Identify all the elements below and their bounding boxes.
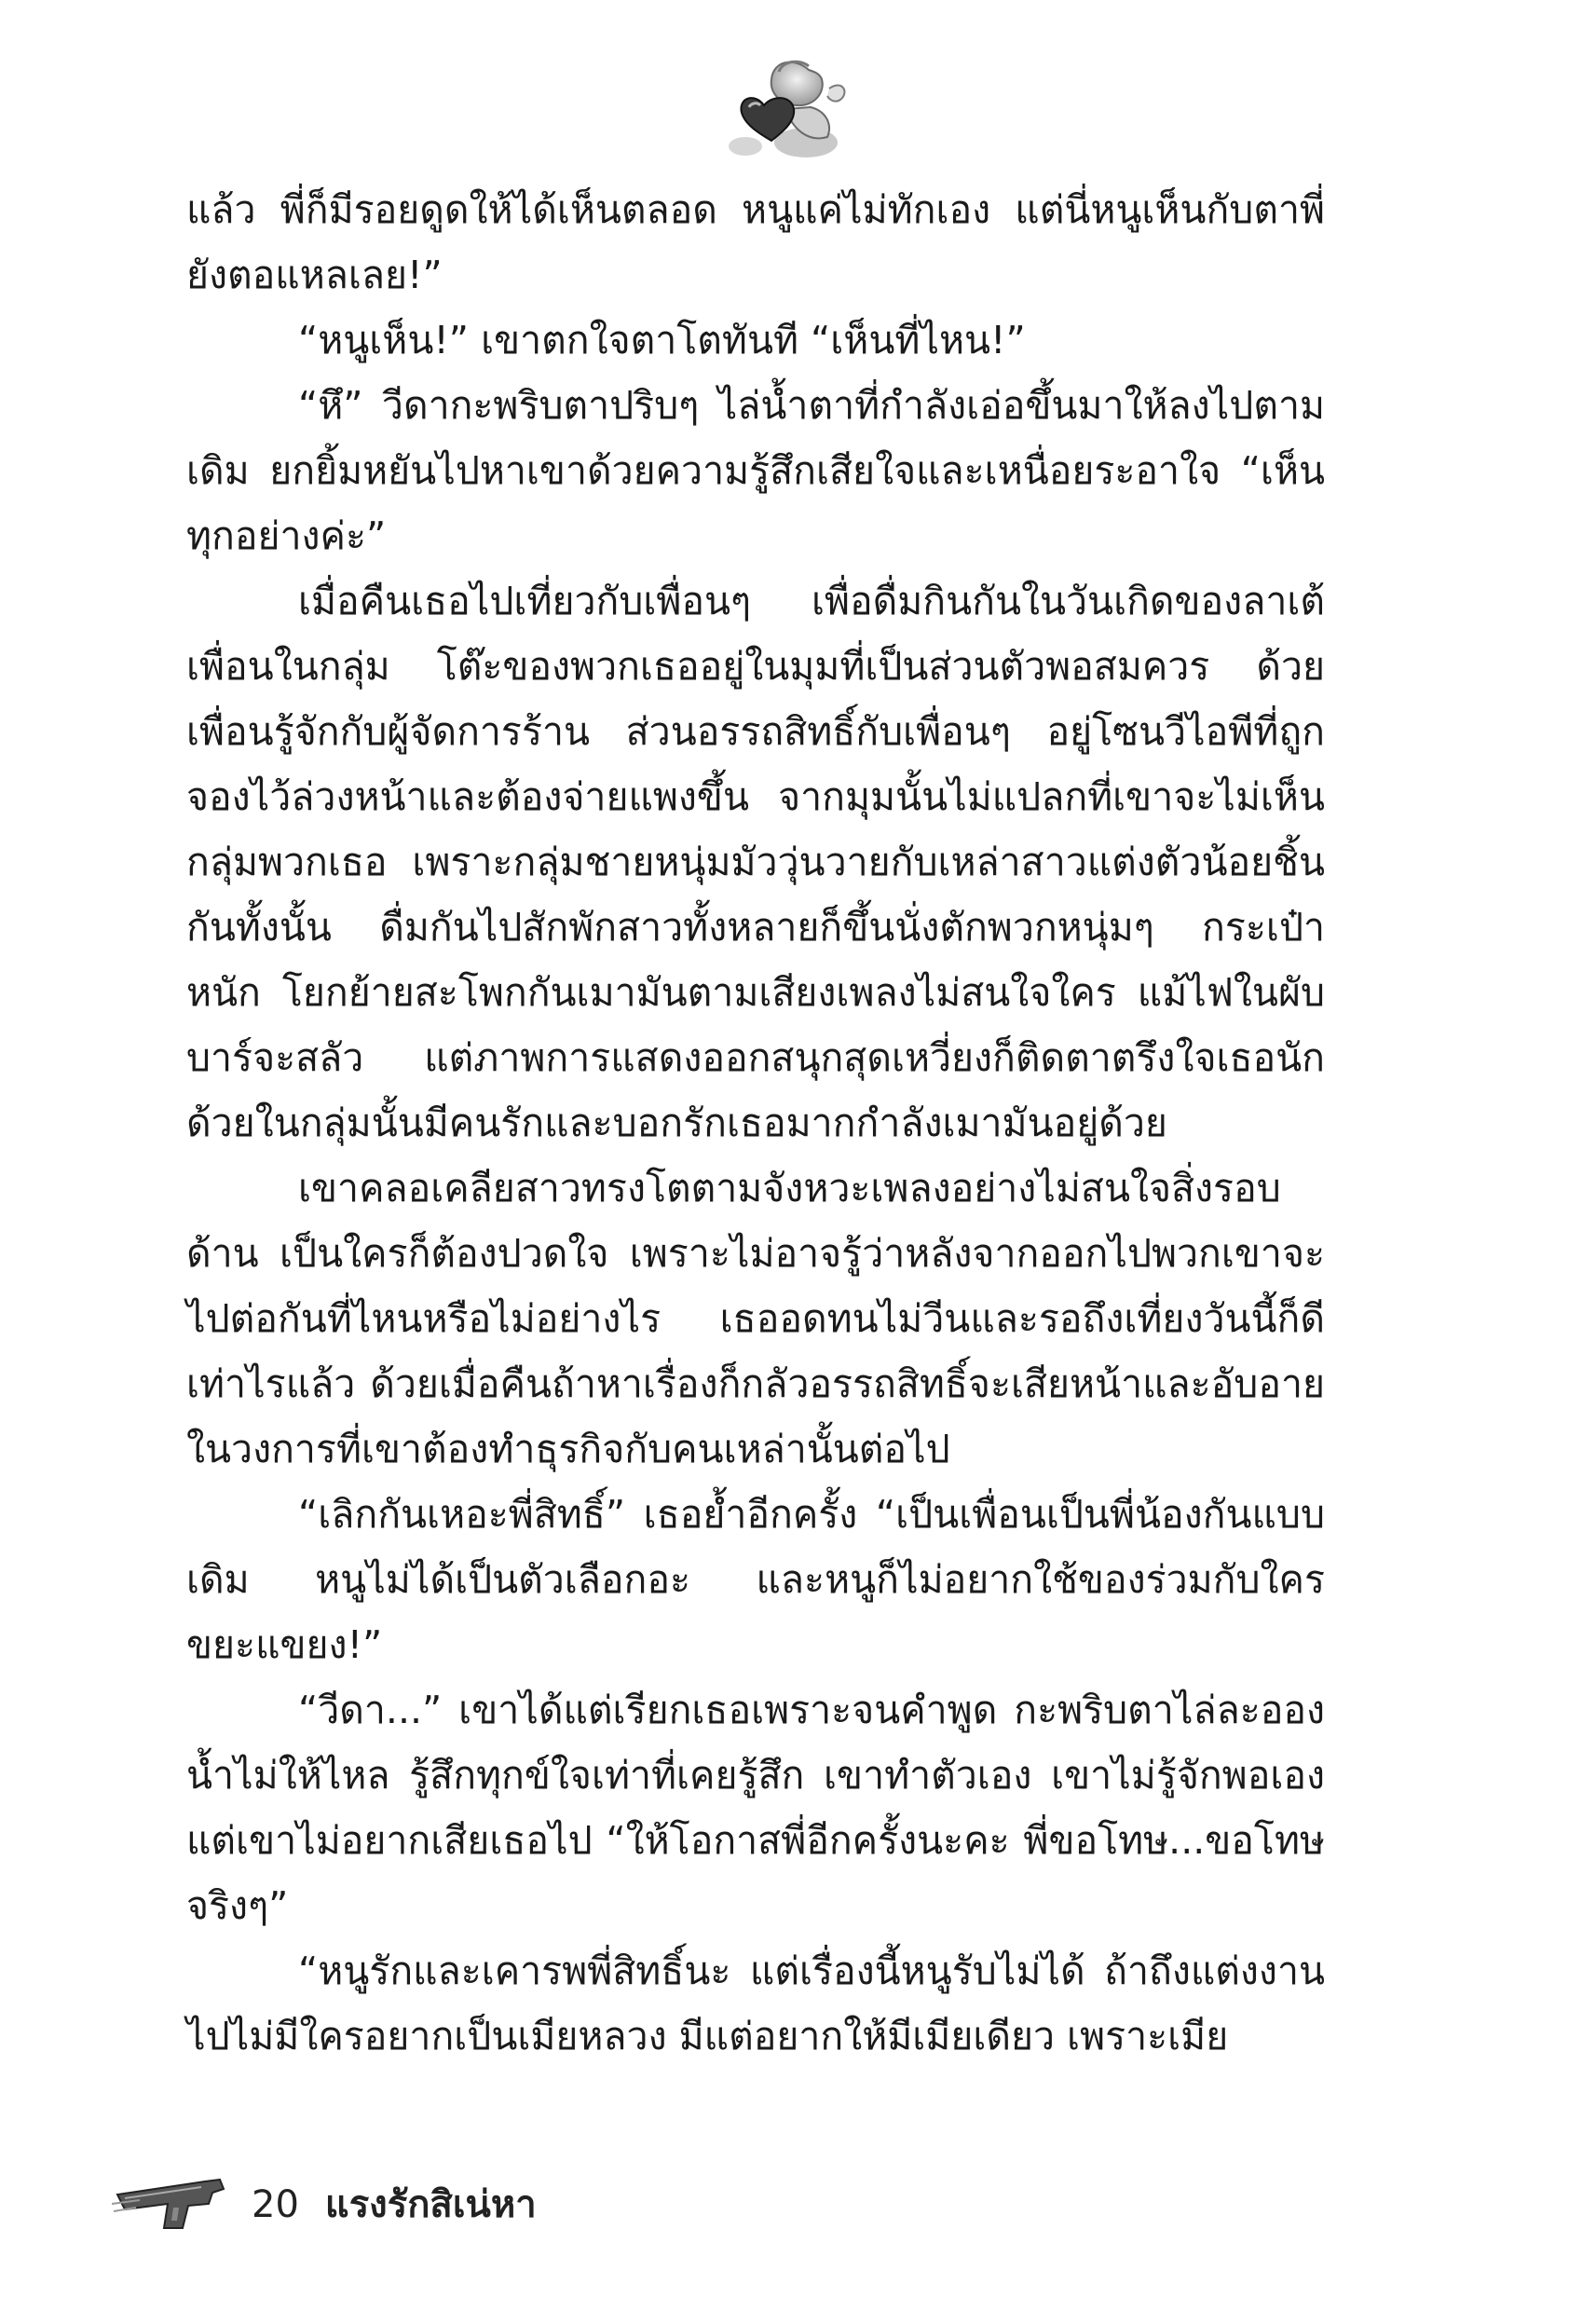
chapter-text bbox=[186, 177, 1325, 2069]
book-title: แรงรักสิเน่หา bbox=[324, 2183, 537, 2226]
paragraph: แล้ว พี่ก็มีรอยดูดให้ได้เห็นตลอด หนูแค่ไม่ทักเอง แต่นี่หนูเห็นกับตาพี่ยังตอแหลเลย!” bbox=[186, 187, 1325, 297]
page-number: 20 bbox=[252, 2183, 299, 2226]
paragraph: “เลิกกันเหอะพี่สิทธิ์” เธอย้ำอีกครั้ง “เป็นเพื่อนเป็นพี่น้องกันแบบเดิม หนูไม่ได้เป็นตัวเลือกอะ และหนูก็ไม่อยากใช้ของร่วมกับใครขยะแขยง!” bbox=[186, 1492, 1325, 1667]
pistol-icon bbox=[112, 2167, 228, 2232]
page-footer bbox=[112, 2167, 764, 2241]
paragraph: “หึ” วีดากะพริบตาปริบๆ ไล่น้ำตาที่กำลังเอ่อขึ้นมาให้ลงไปตามเดิม ยกยิ้มหยันไปหาเขาด้วยความรู้สึกเสียใจและเหนื่อยระอาใจ “เห็นทุกอย่างค่ะ” bbox=[186, 383, 1325, 558]
paragraph: เขาคลอเคลียสาวทรงโตตามจังหวะเพลงอย่างไม่สนใจสิ่งรอบด้าน เป็นใครก็ต้องปวดใจ เพราะไม่อาจรู้ว่าหลังจากออกไปพวกเขาจะไปต่อกันที่ไหนหรือไม่อย่างไร เธออดทนไม่วีนและรอถึงเที่ยงวันนี้ก็ดีเท่าไรแล้ว ด้วยเมื่อคืนถ้าหาเรื่องก็กลัวอรรถสิทธิ์จะเสียหน้าและอับอายในวงการที่เขาต้องทำธุรกิจกับคนเหล่านั้นต่อไป bbox=[186, 1166, 1325, 1471]
paragraph: “หนูรักและเคารพพี่สิทธิ์นะ แต่เรื่องนี้หนูรับไม่ได้ ถ้าถึงแต่งงานไปไม่มีใครอยากเป็นเมียหลวง มีแต่อยากให้มีเมียเดียว เพราะเมีย bbox=[186, 1949, 1325, 2058]
cherub-heart-icon bbox=[717, 51, 857, 168]
paragraph: “หนูเห็น!” เขาตกใจตาโตทันที “เห็นที่ไหน!” bbox=[298, 318, 1026, 362]
paragraph: “วีดา...” เขาได้แต่เรียกเธอเพราะจนคำพูด กะพริบตาไล่ละอองน้ำไม่ให้ไหล รู้สึกทุกข์ใจเท่าที่เคยรู้สึก เขาทำตัวเอง เขาไม่รู้จักพอเอง แต่เขาไม่อยากเสียเธอไป “ให้โอกาสพี่อีกครั้งนะคะ พี่ขอโทษ...ขอโทษจริงๆ” bbox=[186, 1688, 1325, 1928]
paragraph: เมื่อคืนเธอไปเที่ยวกับเพื่อนๆ เพื่อดื่มกินกันในวันเกิดของลาเต้ เพื่อนในกลุ่ม โต๊ะของพวกเธออยู่ในมุมที่เป็นส่วนตัวพอสมควร ด้วยเพื่อนรู้จักกับผู้จัดการร้าน ส่วนอรรถสิทธิ์กับเพื่อนๆ อยู่โซนวีไอพีที่ถูกจองไว้ล่วงหน้าและต้องจ่ายแพงขึ้น จากมุมนั้นไม่แปลกที่เขาจะไม่เห็นกลุ่มพวกเธอ เพราะกลุ่มชายหนุ่มมัววุ่นวายกับเหล่าสาวแต่งตัวน้อยชิ้นกันทั้งนั้น ดื่มกันไปสักพักสาวทั้งหลายก็ขึ้นนั่งตักพวกหนุ่มๆ กระเป๋าหนัก โยกย้ายสะโพกกันเมามันตามเสียงเพลงไม่สนใจใคร แม้ไฟในผับบาร์จะสลัว แต่ภาพการแสดงออกสนุกสุดเหวี่ยงก็ติดตาตรึงใจเธอนัก ด้วยในกลุ่มนั้นมีคนรักและบอกรักเธอมากกำลังเมามันอยู่ด้วย bbox=[186, 579, 1325, 1145]
folio bbox=[252, 2174, 537, 2234]
